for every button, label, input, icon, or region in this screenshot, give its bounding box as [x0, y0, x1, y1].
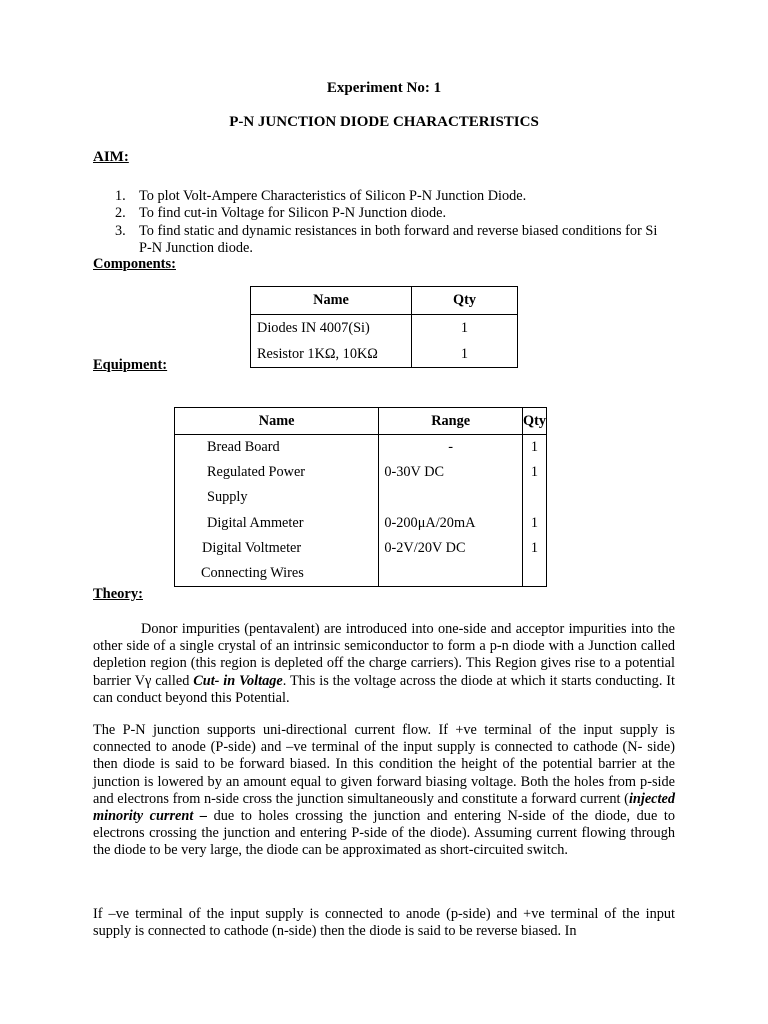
table-header-row — [175, 408, 547, 435]
column-header-name: Name — [175, 408, 379, 435]
aim-heading: AIM: — [93, 149, 129, 165]
equipment-name: Connecting Wires — [175, 561, 379, 587]
equipment-range: - — [379, 435, 523, 461]
list-item-text: To plot Volt-Ampere Characteristics of Silicon P-N Junction Diode. — [139, 188, 527, 204]
equipment-qty: 1 — [530, 539, 539, 556]
list-number: 2. — [115, 205, 126, 222]
equipment-name: Bread Board — [175, 435, 379, 461]
table-row — [175, 460, 547, 485]
table-row — [251, 341, 518, 368]
equipment-qty: 1 — [530, 439, 539, 456]
column-header-name: Name — [251, 287, 412, 315]
theory-paragraph-2 — [93, 722, 675, 860]
injected-minority-current-term: injected minority current – — [93, 790, 675, 825]
paragraph-text: . This is the voltage across the diode at which it starts conducting. It can conduct beyond this Potential. — [93, 672, 675, 706]
table-row — [251, 315, 518, 342]
equipment-range — [379, 561, 523, 587]
list-number: 3. — [115, 222, 126, 239]
equipment-range: 0-2V/20V DC — [379, 536, 523, 561]
equipment-qty — [522, 485, 546, 510]
table-row — [175, 511, 547, 536]
list-item-text: To find static and dynamic resistances in both forward and reverse biased conditions for Si P-N Junction diode. — [139, 222, 658, 256]
equipment-range — [379, 485, 523, 510]
column-header-range: Range — [379, 408, 523, 435]
list-number: 1. — [115, 188, 126, 204]
table-row — [175, 485, 547, 510]
paragraph-text: The P-N junction supports uni-directional current flow. If +ve terminal of the input supply is connected to anode (P-side) and –ve terminal of the input supply is connected to cathode (N- side) then diode is said to be forward biased. In this condition the height of the potential barrier at the junction is lowered by an amount equal to given forward biasing voltage. Both the holes from p-side and electrons from n-side cross the junction simultaneously and constitute a forward current ( — [93, 722, 675, 807]
experiment-number: Experiment No: 1 — [326, 80, 442, 96]
paragraph-text: due to holes crossing the junction and entering N-side of the diode, due to electrons crossing the junction and entering P-side of the diode). Assuming current flowing through the diode to be very large, the diode can be approximated as short-circuited switch. — [93, 808, 675, 859]
list-item — [93, 223, 673, 258]
components-table — [250, 286, 518, 368]
equipment-range: 0-200μA/20mA — [379, 511, 523, 536]
equipment-qty — [522, 561, 546, 587]
table-header-row — [251, 287, 518, 315]
column-header-qty: Qty — [522, 408, 546, 435]
theory-heading: Theory: — [93, 586, 143, 602]
theory-paragraph-3: If –ve terminal of the input supply is connected to anode (p-side) and +ve terminal of the input supply is connected to cathode (n-side) then the diode is said to be reverse biased. In — [93, 906, 675, 940]
equipment-qty: 1 — [530, 514, 539, 531]
list-item — [93, 205, 673, 222]
equipment-name: Digital Ammeter — [175, 511, 379, 536]
equipment-table — [174, 407, 547, 587]
aim-list — [93, 188, 673, 257]
component-qty: 1 — [460, 345, 469, 362]
equipment-name: Supply — [175, 485, 379, 510]
list-item — [93, 188, 673, 205]
theory-paragraph-1 — [93, 621, 675, 707]
equipment-range: 0-30V DC — [379, 460, 523, 485]
table-row — [175, 536, 547, 561]
component-name: Resistor 1KΩ, 10KΩ — [251, 341, 412, 368]
equipment-name: Regulated Power — [175, 460, 379, 485]
table-row — [175, 561, 547, 587]
component-qty: 1 — [460, 319, 469, 336]
equipment-name: Digital Voltmeter — [175, 536, 379, 561]
component-name: Diodes IN 4007(Si) — [251, 315, 412, 342]
components-heading: Components: — [93, 256, 176, 272]
cut-in-voltage-term: Cut- in Voltage — [193, 672, 283, 689]
paragraph-text: Donor impurities (pentavalent) are introduced into one-side and acceptor impurities into the other side of a single crystal of an intrinsic semiconductor to form a p-n diode with a Junction called depletion region (this region is depleted off the charge carriers). This Region gives rise to a potential barrier Vγ called — [93, 621, 675, 689]
column-header-qty: Qty — [412, 287, 518, 315]
equipment-qty: 1 — [530, 464, 539, 481]
page-title: P-N JUNCTION DIODE CHARACTERISTICS — [229, 114, 539, 130]
list-item-text: To find cut-in Voltage for Silicon P-N Junction diode. — [139, 205, 447, 222]
table-row — [175, 435, 547, 461]
equipment-heading: Equipment: — [93, 357, 168, 373]
